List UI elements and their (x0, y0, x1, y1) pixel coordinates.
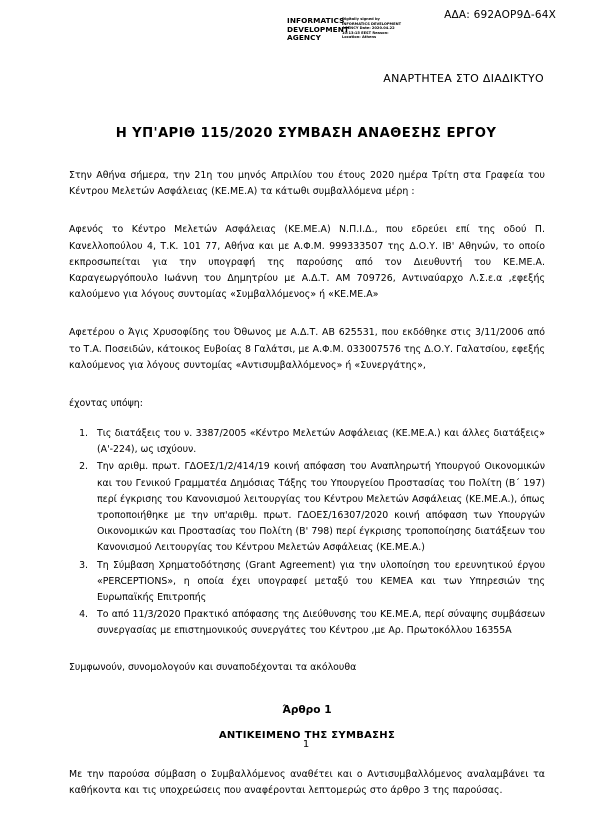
list-item: 3. Τη Σύμβαση Χρηματοδότησης (Grant Agreement) για την υλοποίηση του ερευνητικού έργου «PERCEPTIONS», η οποία έχει υπογραφεί μεταξύ του ΚΕΜΕΑ και των Υπηρεσιών της Ευρωπαϊκής Επιτροπής (91, 558, 545, 607)
grounds-label: έχοντας υπόψη: (69, 398, 143, 410)
digital-signature-stamp (287, 17, 404, 43)
agreement-statement: Συμφωνούν, συνομολογούν και συναποδέχονται τα ακόλουθα (69, 661, 357, 673)
ada-code: ΑΔΑ: 692ΑΟΡ9Δ-64Χ (444, 9, 556, 21)
article-subject: ΑΝΤΙΚΕΙΜΕΝΟ ΤΗΣ ΣΥΜΒΑΣΗΣ (218, 729, 396, 741)
signature-details: Digitally signed by INFORMATICS DEVELOPMENT AGENCY Date: 2020.04.22 10:13:15 EEST Reason: Location: Athens (342, 17, 402, 40)
article-number: Άρθρο 1 (282, 703, 332, 716)
page-title: Η ΥΠ'ΑΡΙΘ 115/2020 ΣΥΜΒΑΣΗ ΑΝΑΘΕΣΗΣ ΕΡΓΟΥ (115, 126, 497, 141)
signature-agency-name: INFORMATICS DEVELOPMENT AGENCY (287, 16, 350, 43)
article-body-text: Με την παρούσα σύμβαση ο Συμβαλλόμενος αναθέτει και ο Αντισυμβαλλόμενος αναλαμβάνει τα καθήκοντα και τις υποχρεώσεις που αναφέρονται λεπτομερώς στο άρθρο 3 της παρούσας. (69, 768, 545, 796)
second-party-paragraph: Αφετέρου ο Άγις Χρυσοφίδης του Όθωνος με Α.Δ.Τ. ΑΒ 625531, που εκδόθηκε στις 3/11/2006 από το Τ.Α. Ποσειδών, κάτοικος Ευβοίας 8 Γαλάτσι, με Α.Φ.Μ. 033007576 της Δ.Ο.Υ. Γαλατσίου, εφεξής καλούμενος για λόγους συντομίας «Αντισυμβαλλόμενος» ή «Συνεργάτης», (69, 327, 545, 371)
first-party-paragraph: Αφενός το Κέντρο Μελετών Ασφάλειας (ΚΕ.ΜΕ.Α) Ν.Π.Ι.Δ., που εδρεύει επί της οδού Π. Κανελλοπούλου 4, Τ.Κ. 101 77, Αθήνα και με Α.Φ.Μ. 999333507 της Δ.Ο.Υ. ΙΒ' Αθηνών, το οποίο εκπροσωπείται για την υπογραφή της παρούσης από τον Διευθυντή του ΚΕ.ΜΕ.Α. Καραγεωργόπουλο Ιωάννη του Δημητρίου με Α.Δ.Τ. ΑΜ 709726, Αντιναύαρχο Λ.Σ.ε.α ,εφεξής καλούμενο για λόγους συντομίας «Συμβαλλόμενος» ή «ΚΕ.ΜΕ.Α» (69, 224, 545, 301)
document-body (69, 168, 545, 816)
list-item: 4. Το από 11/3/2020 Πρακτικό απόφασης της Διεύθυνσης του ΚΕ.ΜΕ.Α, περί σύναψης συμβάσεων συνεργασίας με επιστημονικούς συνεργάτες του Κέντρου ,με Αρ. Πρωτοκόλλου 16355Α (91, 607, 545, 639)
list-item: 2. Την αριθμ. πρωτ. ΓΔΟΕΣ/1/2/414/19 κοινή απόφαση του Αναπληρωτή Υπουργού Οικονομικών και του Γενικού Γραμματέα Δημόσιας Τάξης του Υπουργείου Προστασίας του Πολίτη (Β΄ 197) περί έγκρισης του Κανονισμού λειτουργίας του Κέντρου Μελετών Ασφάλειας (ΚΕ.ΜΕ.Α.), όπως τροποποιήθηκε με την υπ'αριθμ. πρωτ. ΓΔΟΕΣ/16307/2020 κοινή απόφαση των Υπουργών Οικονομικών και Προστασίας του Πολίτη (Β' 798) περί έγκρισης τροποποίησης διατάξεων του Κανονισμού Λειτουργίας του Κέντρου Μελετών Ασφάλειας (ΚΕ.ΜΕ.Α.) (91, 459, 545, 556)
publication-notice: ΑΝΑΡΤΗΤΕΑ ΣΤΟ ΔΙΑΔΙΚΤΥΟ (383, 72, 544, 85)
grounds-list (69, 426, 545, 640)
list-item: 1. Τις διατάξεις του ν. 3387/2005 «Κέντρο Μελετών Ασφάλειας (ΚΕ.ΜΕ.Α.) και άλλες διατάξεις» (Α'-224), ως ισχύουν. (91, 426, 545, 458)
intro-paragraph: Στην Αθήνα σήμερα, την 21η του μηνός Απριλίου του έτους 2020 ημέρα Τρίτη στα Γραφεία του Κέντρου Μελετών Ασφάλειας (ΚΕ.ΜΕ.Α) τα κάτωθι συμβαλλόμενα μέρη : (69, 170, 545, 198)
page-number: 1 (302, 739, 310, 750)
